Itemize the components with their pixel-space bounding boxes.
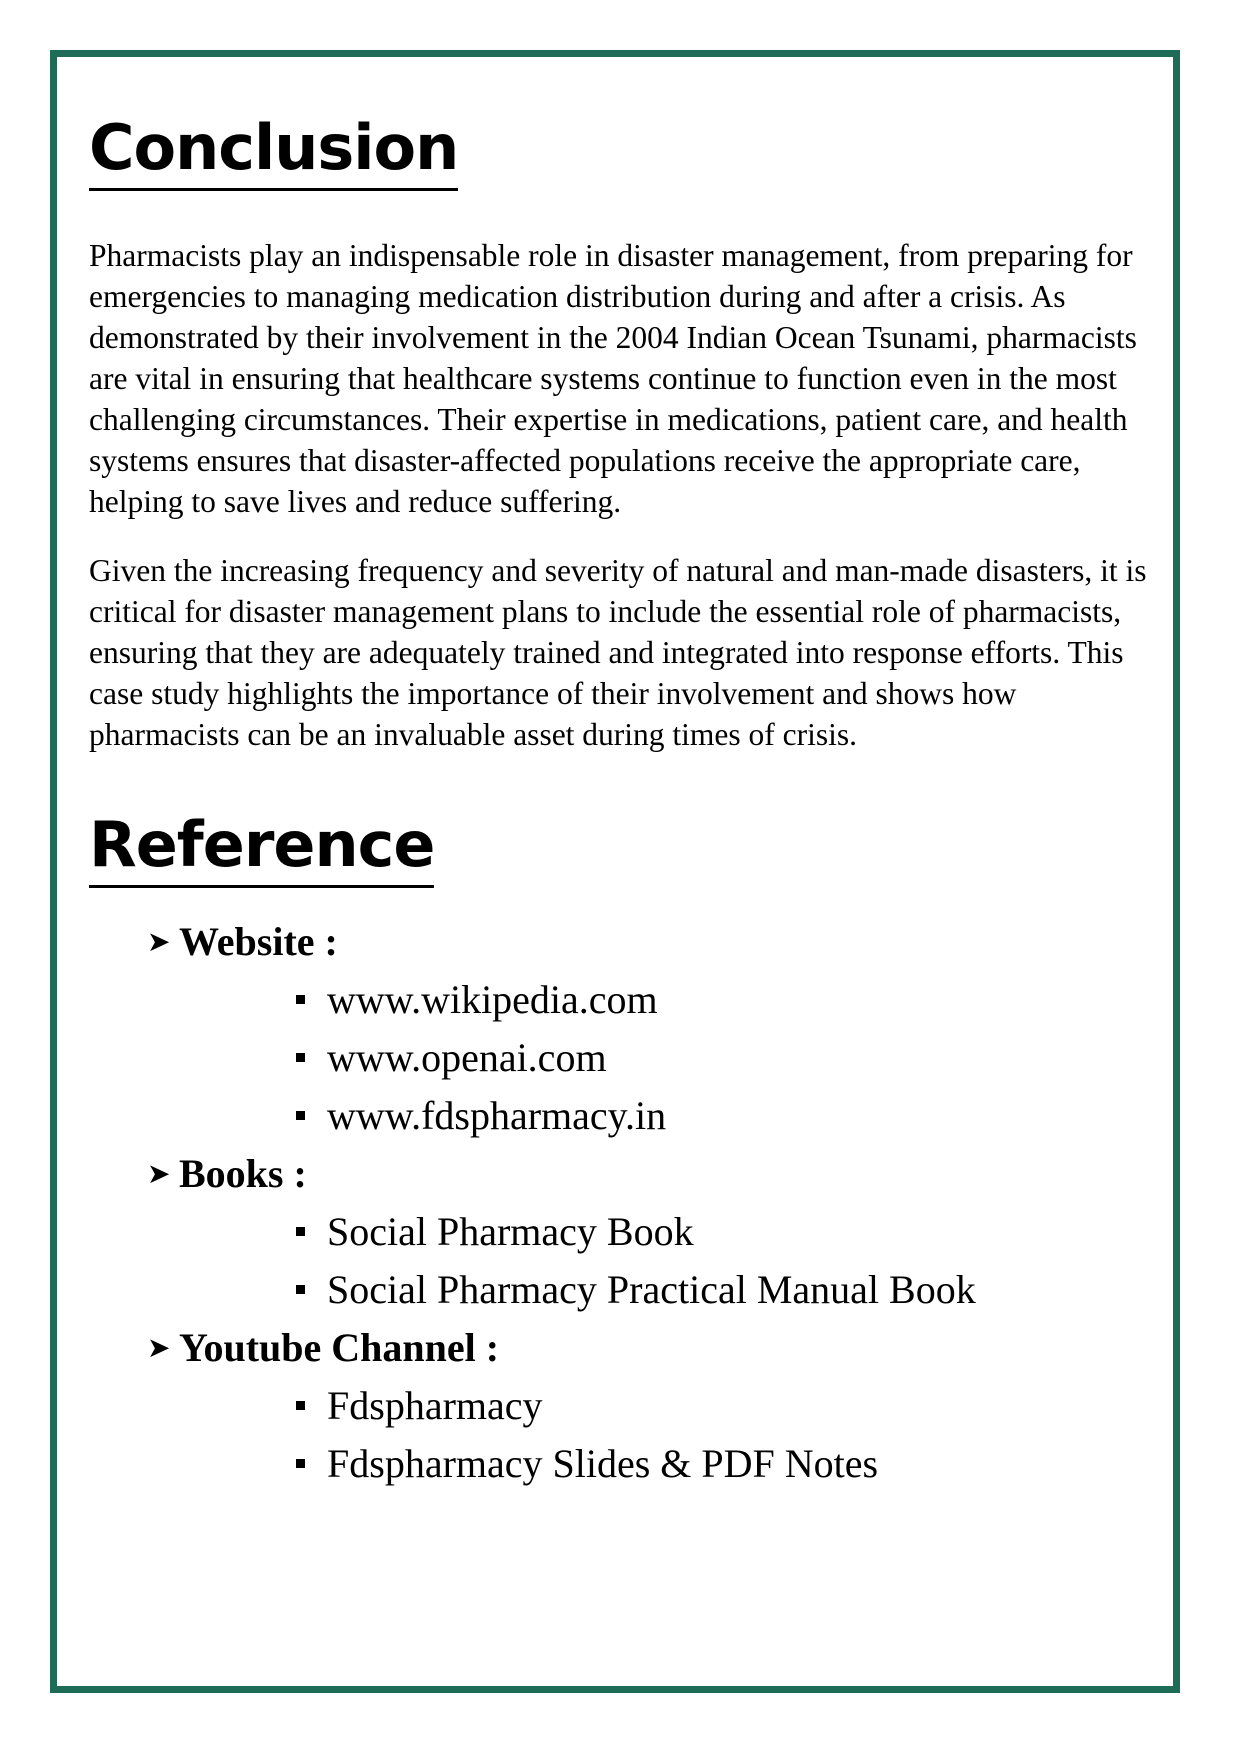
square-bullet-icon xyxy=(296,1053,305,1062)
list-item xyxy=(89,1376,1149,1434)
website-link[interactable]: www.wikipedia.com xyxy=(327,976,658,1022)
list-item xyxy=(89,1086,1149,1144)
arrowhead-bullet-icon: ➤ xyxy=(147,924,171,958)
reference-group-title xyxy=(89,1318,1149,1376)
conclusion-paragraph-2: Given the increasing frequency and severity of natural and man-made disasters, it is critical for disaster management plans to include the essential role of pharmacists, ensuring that they are adequately trained and integrated into response efforts. This case study highlights the importance of their involvement and shows how pharmacists can be an invaluable asset during times of crisis. xyxy=(89,553,1147,752)
arrowhead-bullet-icon: ➤ xyxy=(147,1156,171,1190)
square-bullet-icon xyxy=(296,1285,305,1294)
square-bullet-icon xyxy=(296,1459,305,1468)
website-link[interactable]: www.fdspharmacy.in xyxy=(327,1092,667,1138)
books-list xyxy=(89,1202,1149,1318)
website-link[interactable]: www.openai.com xyxy=(327,1034,607,1080)
youtube-list xyxy=(89,1376,1149,1492)
group-label: Youtube Channel : xyxy=(179,1324,500,1370)
group-label: Website : xyxy=(179,918,338,964)
square-bullet-icon xyxy=(296,995,305,1004)
reference-heading: Reference xyxy=(89,805,434,888)
book-title: Social Pharmacy Book xyxy=(327,1208,694,1254)
square-bullet-icon xyxy=(296,1111,305,1120)
list-item xyxy=(89,970,1149,1028)
reference-group-youtube xyxy=(89,1318,1149,1492)
reference-list xyxy=(89,912,1149,1492)
list-item xyxy=(89,1434,1149,1492)
list-item xyxy=(89,1202,1149,1260)
reference-section xyxy=(89,805,1149,888)
page-content xyxy=(89,108,1149,1492)
square-bullet-icon xyxy=(296,1227,305,1236)
list-item xyxy=(89,1028,1149,1086)
square-bullet-icon xyxy=(296,1401,305,1410)
reference-group-website xyxy=(89,912,1149,1144)
website-list xyxy=(89,970,1149,1144)
group-label: Books : xyxy=(179,1150,307,1196)
book-title: Social Pharmacy Practical Manual Book xyxy=(327,1266,976,1312)
channel-name: Fdspharmacy xyxy=(327,1382,543,1428)
reference-group-title xyxy=(89,1144,1149,1202)
list-item xyxy=(89,1260,1149,1318)
conclusion-heading: Conclusion xyxy=(89,108,458,191)
arrowhead-bullet-icon: ➤ xyxy=(147,1330,171,1364)
reference-group-title xyxy=(89,912,1149,970)
reference-group-books xyxy=(89,1144,1149,1318)
conclusion-paragraph-1: Pharmacists play an indispensable role in disaster management, from preparing for emergencies to managing medication distribution during and after a crisis. As demonstrated by their involvement in the 2004 Indian Ocean Tsunami, pharmacists are vital in ensuring that healthcare systems continue to function even in the most challenging circumstances. Their expertise in medications, patient care, and health systems ensures that disaster-affected populations receive the appropriate care, helping to save lives and reduce suffering. xyxy=(89,238,1137,519)
channel-name: Fdspharmacy Slides & PDF Notes xyxy=(327,1440,879,1486)
